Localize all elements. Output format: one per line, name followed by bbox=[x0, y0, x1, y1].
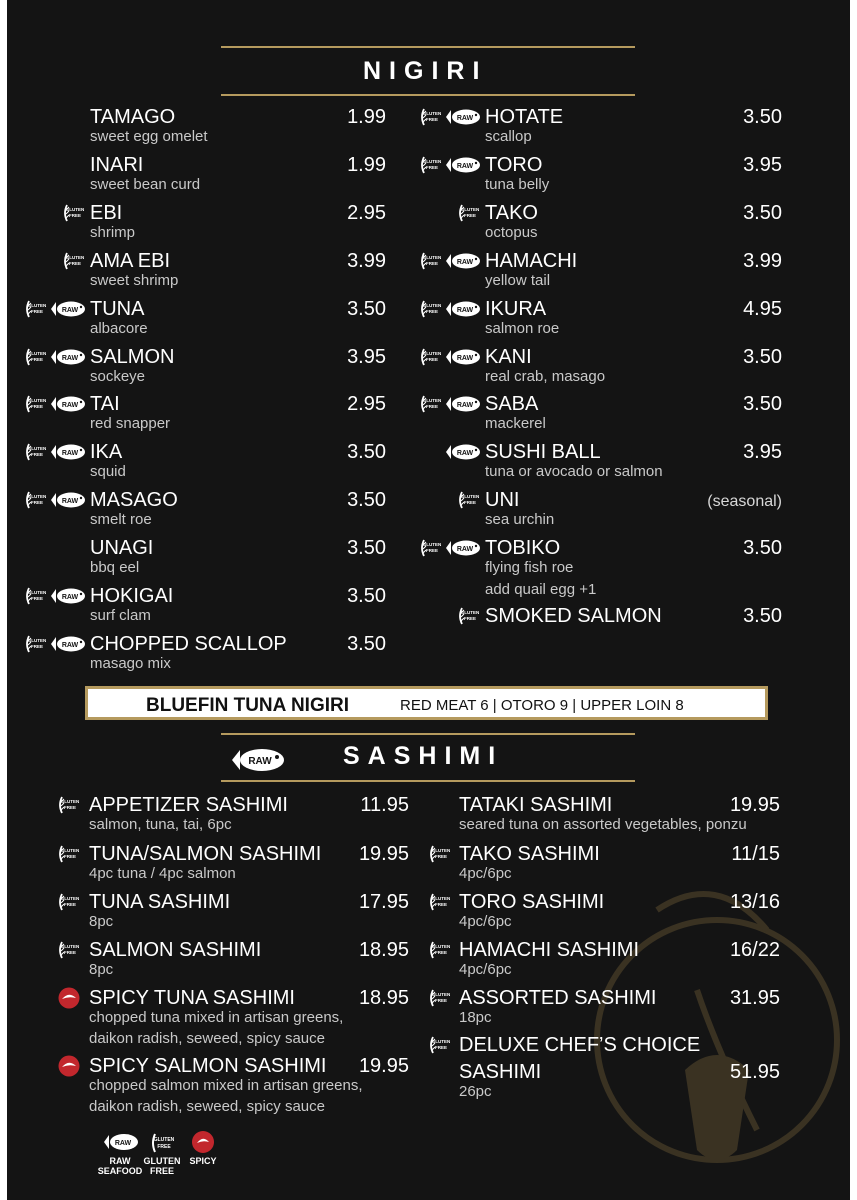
nigiri-item-name: CHOPPED SCALLOP bbox=[90, 632, 287, 655]
svg-text:GLUTEN: GLUTEN bbox=[27, 398, 46, 404]
nigiri-item-name: UNI bbox=[485, 489, 520, 512]
svg-text:RAW: RAW bbox=[456, 162, 474, 170]
sashimi-item-desc-extra: daikon radish, seweed, spicy sauce bbox=[89, 1098, 325, 1115]
nigiri-item-name: HOKIGAI bbox=[90, 585, 174, 607]
legend-spicy-label: SPICY bbox=[189, 1156, 217, 1166]
svg-text:GLUTEN: GLUTEN bbox=[65, 254, 84, 260]
gluten-free-icon bbox=[24, 585, 46, 607]
svg-text:RAW: RAW bbox=[456, 402, 474, 410]
svg-text:RAW: RAW bbox=[456, 306, 474, 314]
sashimi-item-name: APPETIZER SASHIMI bbox=[89, 794, 288, 816]
gluten-free-icon bbox=[57, 939, 79, 961]
svg-text:FREE: FREE bbox=[63, 854, 77, 859]
nigiri-item-price: 3.95 bbox=[347, 345, 386, 368]
svg-text:GLUTEN: GLUTEN bbox=[422, 254, 441, 260]
svg-text:FREE: FREE bbox=[434, 998, 448, 1003]
gluten-free-icon bbox=[24, 393, 46, 415]
svg-text:FREE: FREE bbox=[63, 902, 77, 907]
nigiri-item-desc: red snapper bbox=[90, 415, 171, 433]
bluefin-title: BLUEFIN TUNA NIGIRI bbox=[146, 695, 350, 716]
nigiri-item-desc-extra: add quail egg +1 bbox=[485, 581, 597, 599]
nigiri-item-desc: mackerel bbox=[485, 415, 546, 433]
nigiri-item-desc: real crab, masago bbox=[485, 367, 606, 385]
gluten-free-icon bbox=[428, 939, 450, 961]
nigiri-item-desc: octopus bbox=[485, 223, 538, 241]
nigiri-item-name: TAKO bbox=[485, 201, 538, 224]
sashimi-item-price: 11/15 bbox=[731, 843, 780, 865]
raw-seafood-icon bbox=[50, 395, 86, 413]
nigiri-item-price: 3.50 bbox=[347, 297, 386, 320]
sashimi-item-desc: chopped salmon mixed in artisan greens, bbox=[89, 1077, 363, 1094]
sashimi-item-price: 17.95 bbox=[358, 891, 409, 913]
svg-text:RAW: RAW bbox=[61, 450, 79, 458]
nigiri-item-desc: sweet shrimp bbox=[90, 271, 179, 289]
raw-seafood-icon bbox=[445, 252, 481, 270]
sashimi-item-price: 16/22 bbox=[729, 939, 780, 961]
gluten-free-icon bbox=[419, 393, 441, 415]
sashimi-item-price: 18.95 bbox=[358, 987, 409, 1009]
svg-text:GLUTEN: GLUTEN bbox=[60, 896, 79, 901]
svg-text:GLUTEN: GLUTEN bbox=[460, 610, 479, 615]
gluten-free-icon bbox=[24, 489, 46, 511]
nigiri-item-price: 3.50 bbox=[347, 489, 386, 512]
gluten-free-icon bbox=[419, 537, 441, 559]
svg-text:FREE: FREE bbox=[425, 404, 439, 410]
sashimi-item-desc-extra: daikon radish, seweed, spicy sauce bbox=[89, 1030, 325, 1047]
gluten-free-icon bbox=[24, 346, 46, 368]
svg-text:RAW: RAW bbox=[61, 354, 79, 362]
nigiri-item-name: SABA bbox=[485, 393, 539, 416]
raw-fish-icon-label: RAW bbox=[248, 756, 272, 767]
gluten-free-icon bbox=[428, 891, 450, 913]
sashimi-item-name: TUNA SASHIMI bbox=[89, 891, 231, 913]
nigiri-item-name: IKURA bbox=[485, 297, 547, 320]
svg-text:RAW: RAW bbox=[61, 498, 79, 506]
sashimi-item-desc: 18pc bbox=[459, 1009, 492, 1026]
nigiri-item-desc: albacore bbox=[90, 319, 148, 337]
raw-seafood-icon bbox=[445, 539, 481, 557]
gluten-free-icon bbox=[419, 106, 441, 128]
raw-seafood-icon bbox=[50, 443, 86, 461]
svg-text:FREE: FREE bbox=[434, 902, 448, 907]
svg-text:FREE: FREE bbox=[425, 548, 439, 554]
svg-text:GLUTEN: GLUTEN bbox=[460, 206, 479, 212]
nigiri-item-desc: flying fish roe bbox=[485, 559, 574, 577]
raw-seafood-icon bbox=[50, 348, 86, 366]
svg-text:GLUTEN: GLUTEN bbox=[422, 350, 441, 356]
svg-text:GLUTEN: GLUTEN bbox=[431, 896, 450, 901]
raw-seafood-icon bbox=[445, 108, 481, 126]
svg-text:GLUTEN: GLUTEN bbox=[65, 206, 84, 212]
sashimi-item-desc: 26pc bbox=[459, 1083, 492, 1100]
raw-seafood-icon bbox=[445, 443, 481, 461]
svg-text:RAW: RAW bbox=[61, 402, 79, 410]
svg-text:RAW: RAW bbox=[61, 306, 79, 314]
nigiri-item-desc: smelt roe bbox=[90, 511, 152, 529]
gluten-free-icon bbox=[62, 202, 84, 224]
sashimi-item-desc: 4pc/6pc bbox=[459, 865, 512, 882]
nigiri-item-name: INARI bbox=[90, 153, 144, 176]
svg-text:FREE: FREE bbox=[68, 260, 82, 266]
nigiri-item-name: TUNA bbox=[90, 297, 145, 320]
svg-text:FREE: FREE bbox=[63, 950, 77, 955]
svg-text:FREE: FREE bbox=[63, 805, 77, 810]
raw-seafood-icon bbox=[445, 156, 481, 174]
sashimi-item-name: TORO SASHIMI bbox=[459, 891, 605, 913]
svg-text:GLUTEN: GLUTEN bbox=[27, 637, 46, 643]
sashimi-item-price: 31.95 bbox=[729, 987, 780, 1009]
sashimi-item-desc: 8pc bbox=[89, 913, 114, 930]
svg-text:FREE: FREE bbox=[425, 308, 439, 314]
legend-gf-icon-bottom: FREE bbox=[157, 1144, 171, 1150]
nigiri-item-desc: sea urchin bbox=[485, 511, 555, 529]
sashimi-title: SASHIMI bbox=[343, 742, 504, 770]
svg-text:FREE: FREE bbox=[30, 643, 44, 649]
legend-raw-icon-label: RAW bbox=[114, 1140, 132, 1147]
gluten-free-icon bbox=[57, 843, 79, 865]
bluefin-details: RED MEAT 6 | OTORO 9 | UPPER LOIN 8 bbox=[400, 697, 684, 714]
nigiri-item-name: TAI bbox=[90, 393, 120, 416]
svg-text:FREE: FREE bbox=[30, 500, 44, 506]
gluten-free-icon bbox=[57, 891, 79, 913]
nigiri-item-price: 4.95 bbox=[743, 297, 782, 320]
gluten-free-icon bbox=[457, 489, 479, 511]
nigiri-item-price: (seasonal) bbox=[707, 493, 782, 511]
legend-raw-icon bbox=[103, 1132, 139, 1152]
sashimi-item-name: TUNA/SALMON SASHIMI bbox=[89, 843, 322, 865]
nigiri-bottom-rule bbox=[221, 94, 635, 96]
sashimi-item-name: DELUXE CHEF’S CHOICE bbox=[459, 1034, 701, 1056]
gluten-free-icon bbox=[24, 441, 46, 463]
svg-text:GLUTEN: GLUTEN bbox=[27, 494, 46, 500]
svg-text:GLUTEN: GLUTEN bbox=[27, 350, 46, 356]
nigiri-item-name: TOBIKO bbox=[485, 537, 561, 560]
svg-text:GLUTEN: GLUTEN bbox=[422, 542, 441, 548]
nigiri-item-desc: sweet egg omelet bbox=[90, 128, 208, 145]
svg-text:FREE: FREE bbox=[463, 212, 477, 218]
nigiri-item-name: AMA EBI bbox=[90, 249, 171, 272]
gluten-free-icon bbox=[457, 605, 479, 627]
svg-text:RAW: RAW bbox=[456, 450, 474, 458]
gluten-free-icon bbox=[419, 250, 441, 272]
svg-text:GLUTEN: GLUTEN bbox=[422, 158, 441, 164]
gluten-free-icon bbox=[24, 633, 46, 655]
nigiri-item-price: 3.95 bbox=[743, 441, 782, 464]
svg-text:GLUTEN: GLUTEN bbox=[60, 944, 79, 949]
svg-text:FREE: FREE bbox=[425, 260, 439, 266]
sashimi-item-price: 51.95 bbox=[729, 1061, 780, 1083]
gluten-free-icon bbox=[419, 154, 441, 176]
svg-text:FREE: FREE bbox=[434, 1045, 448, 1050]
sashimi-item-price: 18.95 bbox=[358, 939, 409, 961]
svg-text:RAW: RAW bbox=[61, 594, 79, 601]
sashimi-item-desc: salmon, tuna, tai, 6pc bbox=[89, 816, 232, 833]
legend-gluten-free-icon bbox=[149, 1130, 175, 1156]
sashimi-item-name: SALMON SASHIMI bbox=[89, 939, 262, 961]
nigiri-item-desc: sockeye bbox=[90, 367, 146, 385]
sashimi-item-price: 19.95 bbox=[358, 843, 409, 865]
nigiri-item-desc: surf clam bbox=[90, 607, 151, 624]
gluten-free-icon bbox=[24, 298, 46, 320]
nigiri-title: NIGIRI bbox=[363, 57, 488, 85]
sashimi-bottom-rule bbox=[221, 780, 635, 782]
gluten-free-icon bbox=[62, 250, 84, 272]
raw-seafood-icon bbox=[445, 300, 481, 318]
nigiri-item-name: SMOKED SALMON bbox=[485, 605, 662, 627]
spicy-icon bbox=[57, 987, 81, 1009]
sashimi-item-desc: 8pc bbox=[89, 961, 114, 978]
nigiri-item-desc: scallop bbox=[485, 128, 532, 145]
watermark-fish-logo bbox=[567, 870, 850, 1170]
gluten-free-icon bbox=[428, 843, 450, 865]
raw-seafood-icon bbox=[445, 395, 481, 413]
sashimi-item-name: SPICY SALMON SASHIMI bbox=[89, 1055, 327, 1077]
svg-text:GLUTEN: GLUTEN bbox=[422, 398, 441, 404]
svg-text:GLUTEN: GLUTEN bbox=[431, 1039, 450, 1044]
sashimi-item-desc: 4pc/6pc bbox=[459, 961, 512, 978]
nigiri-item-price: 3.99 bbox=[347, 249, 386, 272]
nigiri-item-price: 3.50 bbox=[743, 201, 782, 224]
svg-text:FREE: FREE bbox=[68, 212, 82, 218]
legend-spicy-icon bbox=[191, 1130, 215, 1154]
svg-text:RAW: RAW bbox=[456, 115, 474, 122]
nigiri-item-name: KANI bbox=[485, 345, 532, 368]
svg-text:RAW: RAW bbox=[456, 354, 474, 362]
sashimi-item-desc: chopped tuna mixed in artisan greens, bbox=[89, 1009, 344, 1026]
sashimi-item-name: TATAKI SASHIMI bbox=[459, 794, 613, 816]
gluten-free-icon bbox=[57, 794, 79, 816]
nigiri-item-desc: salmon roe bbox=[485, 319, 560, 337]
gluten-free-icon bbox=[419, 346, 441, 368]
raw-seafood-icon bbox=[50, 300, 86, 318]
nigiri-item-name: IKA bbox=[90, 441, 123, 464]
menu-page bbox=[7, 0, 850, 1200]
nigiri-item-name: TORO bbox=[485, 153, 543, 176]
nigiri-item-price: 3.50 bbox=[743, 106, 782, 128]
nigiri-item-price: 3.50 bbox=[347, 537, 386, 560]
nigiri-item-name: MASAGO bbox=[90, 489, 178, 512]
svg-text:GLUTEN: GLUTEN bbox=[27, 302, 46, 308]
gluten-free-icon bbox=[428, 987, 450, 1009]
svg-text:GLUTEN: GLUTEN bbox=[431, 944, 450, 949]
svg-text:GLUTEN: GLUTEN bbox=[422, 302, 441, 308]
sashimi-item-name-line2: SASHIMI bbox=[459, 1061, 542, 1083]
svg-text:GLUTEN: GLUTEN bbox=[431, 992, 450, 997]
sashimi-item-price: 13/16 bbox=[729, 891, 780, 913]
nigiri-item-price: 3.50 bbox=[347, 585, 386, 607]
nigiri-item-desc: squid bbox=[90, 463, 126, 481]
nigiri-item-price: 3.95 bbox=[743, 153, 782, 176]
sashimi-item-name: HAMACHI SASHIMI bbox=[459, 939, 640, 961]
svg-text:FREE: FREE bbox=[30, 308, 44, 314]
svg-text:RAW: RAW bbox=[456, 546, 474, 554]
nigiri-item-price: 3.50 bbox=[743, 345, 782, 368]
svg-text:RAW: RAW bbox=[456, 258, 474, 266]
sashimi-top-rule bbox=[221, 733, 635, 735]
nigiri-item-desc: bbq eel bbox=[90, 559, 140, 577]
legend-raw-label: RAW SEAFOOD bbox=[97, 1156, 143, 1176]
nigiri-item-price: 3.50 bbox=[347, 632, 386, 655]
raw-seafood-icon bbox=[445, 348, 481, 366]
svg-text:GLUTEN: GLUTEN bbox=[60, 799, 79, 804]
sashimi-item-price: 19.95 bbox=[358, 1055, 409, 1077]
legend-gf-icon-top: GLUTEN bbox=[153, 1137, 175, 1143]
nigiri-item-price: 3.50 bbox=[743, 393, 782, 416]
nigiri-item-desc: sweet bean curd bbox=[90, 175, 201, 193]
gluten-free-icon bbox=[419, 298, 441, 320]
sashimi-item-name: TAKO SASHIMI bbox=[459, 843, 600, 865]
nigiri-item-price: 3.99 bbox=[743, 249, 782, 272]
svg-text:FREE: FREE bbox=[434, 854, 448, 859]
svg-text:GLUTEN: GLUTEN bbox=[27, 446, 46, 452]
nigiri-item-name: TAMAGO bbox=[90, 106, 176, 128]
svg-text:FREE: FREE bbox=[30, 356, 44, 362]
svg-text:GLUTEN: GLUTEN bbox=[460, 494, 479, 500]
nigiri-item-desc: shrimp bbox=[90, 223, 136, 241]
sashimi-item-price: 19.95 bbox=[729, 794, 780, 816]
gluten-free-icon bbox=[428, 1034, 450, 1056]
spicy-icon bbox=[57, 1055, 81, 1077]
nigiri-item-name: HOTATE bbox=[485, 106, 564, 128]
nigiri-item-price: 2.95 bbox=[347, 393, 386, 416]
svg-text:FREE: FREE bbox=[463, 500, 477, 506]
nigiri-item-desc: masago mix bbox=[90, 654, 171, 672]
legend-gluten-free-label: GLUTEN FREE bbox=[143, 1156, 181, 1176]
svg-text:FREE: FREE bbox=[425, 164, 439, 170]
svg-text:GLUTEN: GLUTEN bbox=[27, 590, 46, 595]
bluefin-banner bbox=[85, 686, 768, 720]
sashimi-item-desc: 4pc tuna / 4pc salmon bbox=[89, 865, 236, 882]
svg-text:FREE: FREE bbox=[434, 950, 448, 955]
svg-text:GLUTEN: GLUTEN bbox=[60, 848, 79, 853]
gluten-free-icon bbox=[457, 202, 479, 224]
sashimi-item-name: ASSORTED SASHIMI bbox=[459, 987, 657, 1009]
svg-text:FREE: FREE bbox=[30, 596, 44, 601]
svg-text:GLUTEN: GLUTEN bbox=[422, 111, 441, 116]
nigiri-item-price: 1.99 bbox=[347, 153, 386, 176]
nigiri-item-price: 2.95 bbox=[347, 201, 386, 224]
nigiri-item-price: 3.50 bbox=[743, 605, 782, 627]
sashimi-item-desc: seared tuna on assorted vegetables, ponzu bbox=[459, 816, 747, 833]
svg-text:FREE: FREE bbox=[30, 404, 44, 410]
nigiri-item-name: HAMACHI bbox=[485, 249, 578, 272]
raw-seafood-icon bbox=[50, 491, 86, 509]
svg-text:FREE: FREE bbox=[30, 452, 44, 458]
nigiri-item-name: EBI bbox=[90, 201, 123, 224]
nigiri-item-price: 1.99 bbox=[347, 106, 386, 128]
nigiri-top-rule bbox=[221, 46, 635, 48]
nigiri-item-desc: tuna or avocado or salmon bbox=[485, 463, 663, 481]
nigiri-item-name: UNAGI bbox=[90, 537, 154, 560]
nigiri-item-desc: yellow tail bbox=[485, 271, 551, 289]
sashimi-item-name: SPICY TUNA SASHIMI bbox=[89, 987, 295, 1009]
raw-seafood-icon bbox=[50, 587, 86, 605]
svg-text:FREE: FREE bbox=[463, 616, 477, 621]
svg-text:FREE: FREE bbox=[425, 117, 439, 122]
raw-seafood-icon bbox=[50, 635, 86, 653]
svg-text:RAW: RAW bbox=[61, 641, 79, 649]
nigiri-item-desc: tuna belly bbox=[485, 175, 550, 193]
raw-fish-icon bbox=[230, 746, 286, 774]
nigiri-item-price: 3.50 bbox=[347, 441, 386, 464]
nigiri-item-name: SUSHI BALL bbox=[485, 441, 601, 464]
nigiri-item-price: 3.50 bbox=[743, 537, 782, 560]
sashimi-item-price: 11.95 bbox=[360, 794, 409, 816]
sashimi-item-desc: 4pc/6pc bbox=[459, 913, 512, 930]
svg-text:FREE: FREE bbox=[425, 356, 439, 362]
svg-text:GLUTEN: GLUTEN bbox=[431, 848, 450, 853]
nigiri-item-name: SALMON bbox=[90, 345, 175, 368]
